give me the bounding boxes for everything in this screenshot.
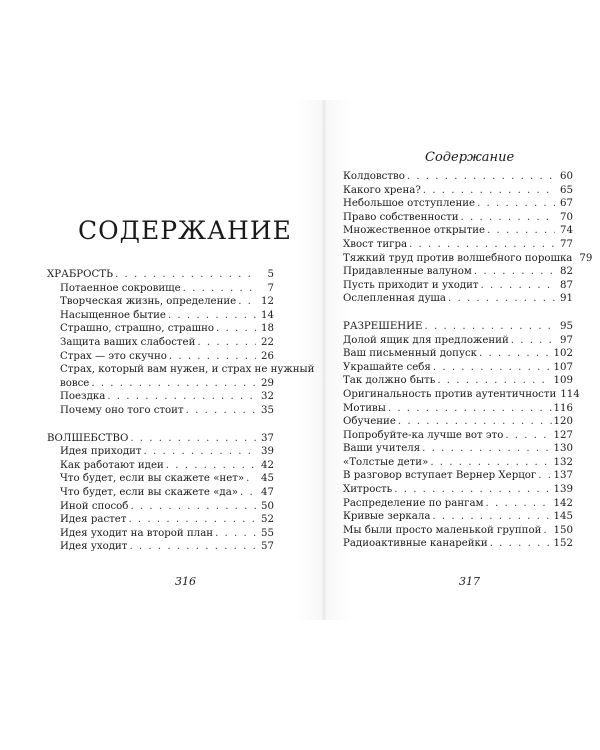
toc-left — [47, 268, 315, 554]
toc-entry: Небольшое отступление . . . 67 — [343, 197, 573, 211]
toc-entry: Мы были просто маленькой группой . . . 150 — [343, 524, 573, 538]
toc-entry: Оригинальность против аутентичности 114 — [343, 388, 580, 400]
toc-entry: Идея уходит на второй план . . . 55 — [47, 527, 274, 541]
toc-right — [343, 170, 593, 551]
toc-entry: Тяжкий труд против волшебного порошка 79 — [343, 252, 593, 264]
toc-section-entry: ХРАБРОСТЬ . . . 5 — [47, 268, 274, 282]
toc-entry: Украшайте себя . . . 107 — [343, 361, 573, 375]
page-number-left: 316 — [175, 575, 196, 588]
toc-entry: Ваши учителя . . . 130 — [343, 442, 573, 456]
toc-entry-line-2: вовсе . . . 29 — [47, 377, 274, 391]
toc-entry: Ваш письменный допуск . . . 102 — [343, 347, 573, 361]
page-number-right: 317 — [459, 575, 480, 588]
toc-section-entry: ВОЛШЕБСТВО . . . 37 — [47, 432, 274, 446]
toc-entry: Долой ящик для предложений . . . 97 — [343, 334, 573, 348]
toc-entry: Ослепленная душа . . . 91 — [343, 292, 573, 306]
toc-entry: Обучение . . . 120 — [343, 415, 573, 429]
toc-entry: В разговор вступает Вернер Херцог . . . 137 — [343, 469, 573, 483]
toc-entry: Придавленные валуном . . . 82 — [343, 265, 573, 279]
toc-entry: Иной способ . . . 50 — [47, 500, 274, 514]
toc-entry: Хитрость . . . 139 — [343, 483, 573, 497]
contents-title: СОДЕРЖАНИЕ — [78, 216, 292, 245]
toc-entry: Что будет, если вы скажете «да» . . . 47 — [47, 486, 274, 500]
toc-entry: Мотивы . . . 116 — [343, 402, 573, 416]
toc-entry: Насыщенное бытие . . . 14 — [47, 309, 274, 323]
toc-entry: Идея растет . . . 52 — [47, 513, 274, 527]
toc-entry: Кривые зеркала . . . 145 — [343, 510, 573, 524]
toc-entry: Пусть приходит и уходит . . . 87 — [343, 279, 573, 293]
toc-entry: «Толстые дети» . . . 132 — [343, 456, 573, 470]
toc-entry: Почему оно того стоит . . . 35 — [47, 404, 274, 418]
toc-entry: Идея приходит . . . 39 — [47, 445, 274, 459]
toc-entry: Колдовство . . . 60 — [343, 170, 573, 184]
toc-entry: Что будет, если вы скажете «нет» . . . 45 — [47, 472, 274, 486]
toc-entry: Как работают идеи . . . 42 — [47, 459, 274, 473]
toc-entry: Идея уходит . . . 57 — [47, 540, 274, 554]
running-head: Содержание — [425, 150, 515, 165]
toc-entry: Страшно, страшно, страшно . . . 18 — [47, 322, 274, 336]
toc-entry: Попробуйте-ка лучше вот это . . . 127 — [343, 429, 573, 443]
toc-entry: Какого хрена? . . . 65 — [343, 184, 573, 198]
toc-entry: Хвост тигра . . . 77 — [343, 238, 573, 252]
toc-entry: Радиоактивные канарейки . . . 152 — [343, 537, 573, 551]
toc-entry: Право собственности . . . 70 — [343, 211, 573, 225]
toc-entry: Множественное открытие . . . 74 — [343, 224, 573, 238]
toc-entry: Страх — это скучно . . . 26 — [47, 350, 274, 364]
toc-entry: Поездка . . . 32 — [47, 390, 274, 404]
toc-entry: Распределение по рангам . . . 142 — [343, 497, 573, 511]
toc-entry: Защита ваших слабостей . . . 22 — [47, 336, 274, 350]
toc-entry-line-1: Страх, который вам нужен, и страх не нужный — [60, 364, 315, 376]
toc-entry: Так должно быть . . . 109 — [343, 374, 573, 388]
toc-entry: Творческая жизнь, определение . . . 12 — [47, 295, 274, 309]
toc-entry: Потаенное сокровище . . . 7 — [47, 282, 274, 296]
toc-section-entry: РАЗРЕШЕНИЕ . . . 95 — [343, 320, 573, 334]
